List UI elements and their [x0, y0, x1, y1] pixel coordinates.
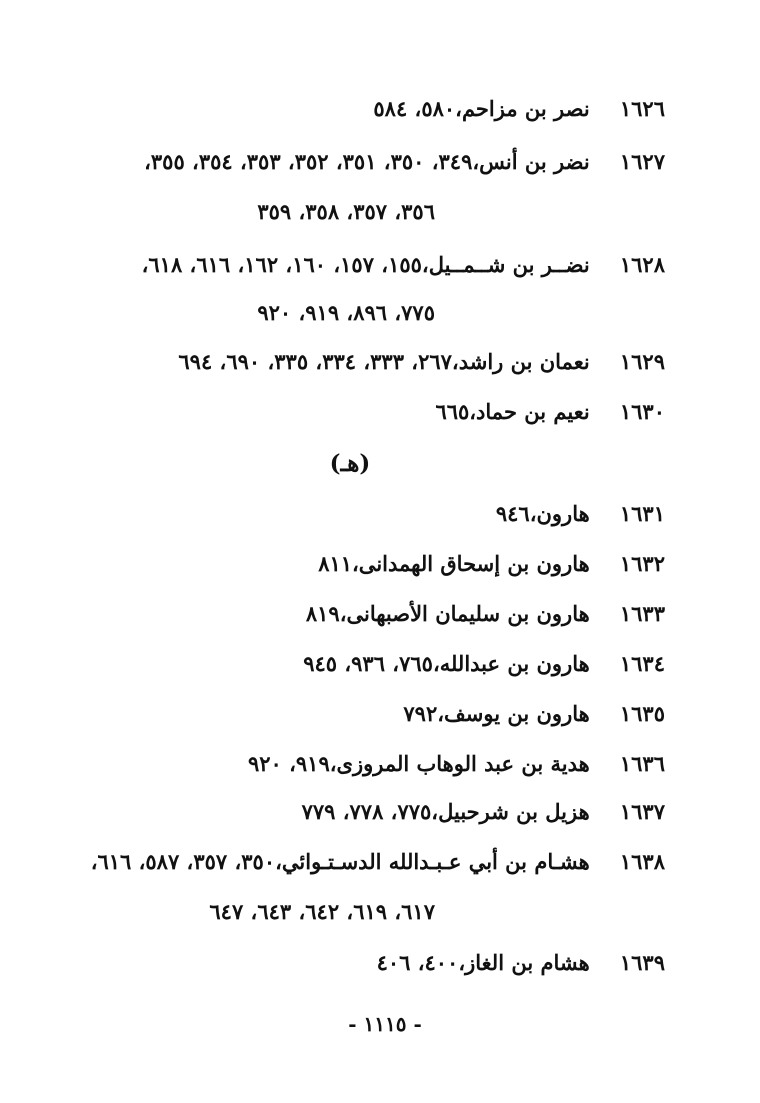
index-entry — [178, 349, 665, 374]
index-entry — [303, 651, 665, 676]
entry-number: ١٦٣٥ — [619, 701, 665, 726]
index-entry — [496, 501, 665, 526]
entry-text: هارون بن عبدالله،٧٦٥، ٩٣٦، ٩٤٥ — [303, 651, 590, 676]
entry-number: ١٦٣٠ — [619, 399, 665, 424]
entry-continuation: ٣٥٦، ٣٥٧، ٣٥٨، ٣٥٩ — [257, 199, 435, 224]
entry-text: هدية بن عبد الوهاب المروزى،٩١٩، ٩٢٠ — [247, 751, 590, 776]
entry-text: نضــر بن شــمــيل،١٥٥، ١٥٧، ١٦٠، ١٦٢، ٦١٦، ٦١٨، — [141, 252, 590, 277]
section-heading: (هـ) — [329, 450, 371, 477]
entry-text: هزيل بن شرحبيل،٧٧٥، ٧٧٨، ٧٧٩ — [301, 799, 590, 824]
entry-text: هارون بن إسحاق الهمدانى،٨١١ — [318, 551, 590, 576]
index-entry — [144, 149, 665, 174]
index-entry — [142, 252, 665, 277]
index-entry — [435, 399, 665, 424]
entry-text: هارون بن يوسف،٧٩٢ — [403, 701, 590, 726]
entry-number: ١٦٣٦ — [619, 751, 665, 776]
entry-number: ١٦٣٤ — [619, 651, 665, 676]
entry-continuation: ٧٧٥، ٨٩٦، ٩١٩، ٩٢٠ — [257, 300, 435, 325]
index-entry — [373, 96, 665, 121]
entry-text: هارون بن سليمان الأصبهانى،٨١٩ — [305, 601, 590, 626]
entry-number: ١٦٣٣ — [619, 601, 665, 626]
entry-text: هارون،٩٤٦ — [495, 501, 590, 526]
entry-number: ١٦٢٦ — [619, 96, 665, 121]
entry-text: نضر بن أنس،٣٤٩، ٣٥٠، ٣٥١، ٣٥٢، ٣٥٣، ٣٥٤، ٣٥٥، — [144, 149, 590, 174]
entry-number: ١٦٣٢ — [619, 551, 665, 576]
index-entry — [302, 799, 665, 824]
index-entry — [306, 601, 665, 626]
index-entry — [91, 849, 665, 874]
entry-number: ١٦٢٨ — [619, 252, 665, 277]
entry-number: ١٦٣٨ — [619, 849, 665, 874]
entry-text: هشـام بن أبي عـبـدالله الدسـتـوائي،٣٥٠، ٣٥٧، ٥٨٧، ٦١٦، — [90, 849, 590, 874]
index-entry — [318, 551, 665, 576]
entry-text: نصر بن مزاحم،٥٨٠، ٥٨٤ — [373, 96, 590, 121]
entry-number: ١٦٢٩ — [619, 349, 665, 374]
entry-number: ١٦٣١ — [619, 501, 665, 526]
entry-number: ١٦٢٧ — [619, 149, 665, 174]
entry-text: نعيم بن حماد،٦٦٥ — [435, 399, 590, 424]
index-entry — [403, 701, 665, 726]
entry-number: ١٦٣٧ — [619, 799, 665, 824]
entry-continuation: ٦١٧، ٦١٩، ٦٤٢، ٦٤٣، ٦٤٧ — [209, 899, 435, 924]
entry-text: هشام بن الغاز،٤٠٠، ٤٠٦ — [376, 950, 590, 975]
entry-text: نعمان بن راشد،٢٦٧، ٣٣٣، ٣٣٤، ٣٣٥، ٦٩٠، ٦٩٤ — [178, 349, 590, 374]
page-number: - ١١١٥ - — [348, 1012, 422, 1036]
index-entry — [377, 950, 665, 975]
entry-number: ١٦٣٩ — [619, 950, 665, 975]
index-entry — [248, 751, 665, 776]
